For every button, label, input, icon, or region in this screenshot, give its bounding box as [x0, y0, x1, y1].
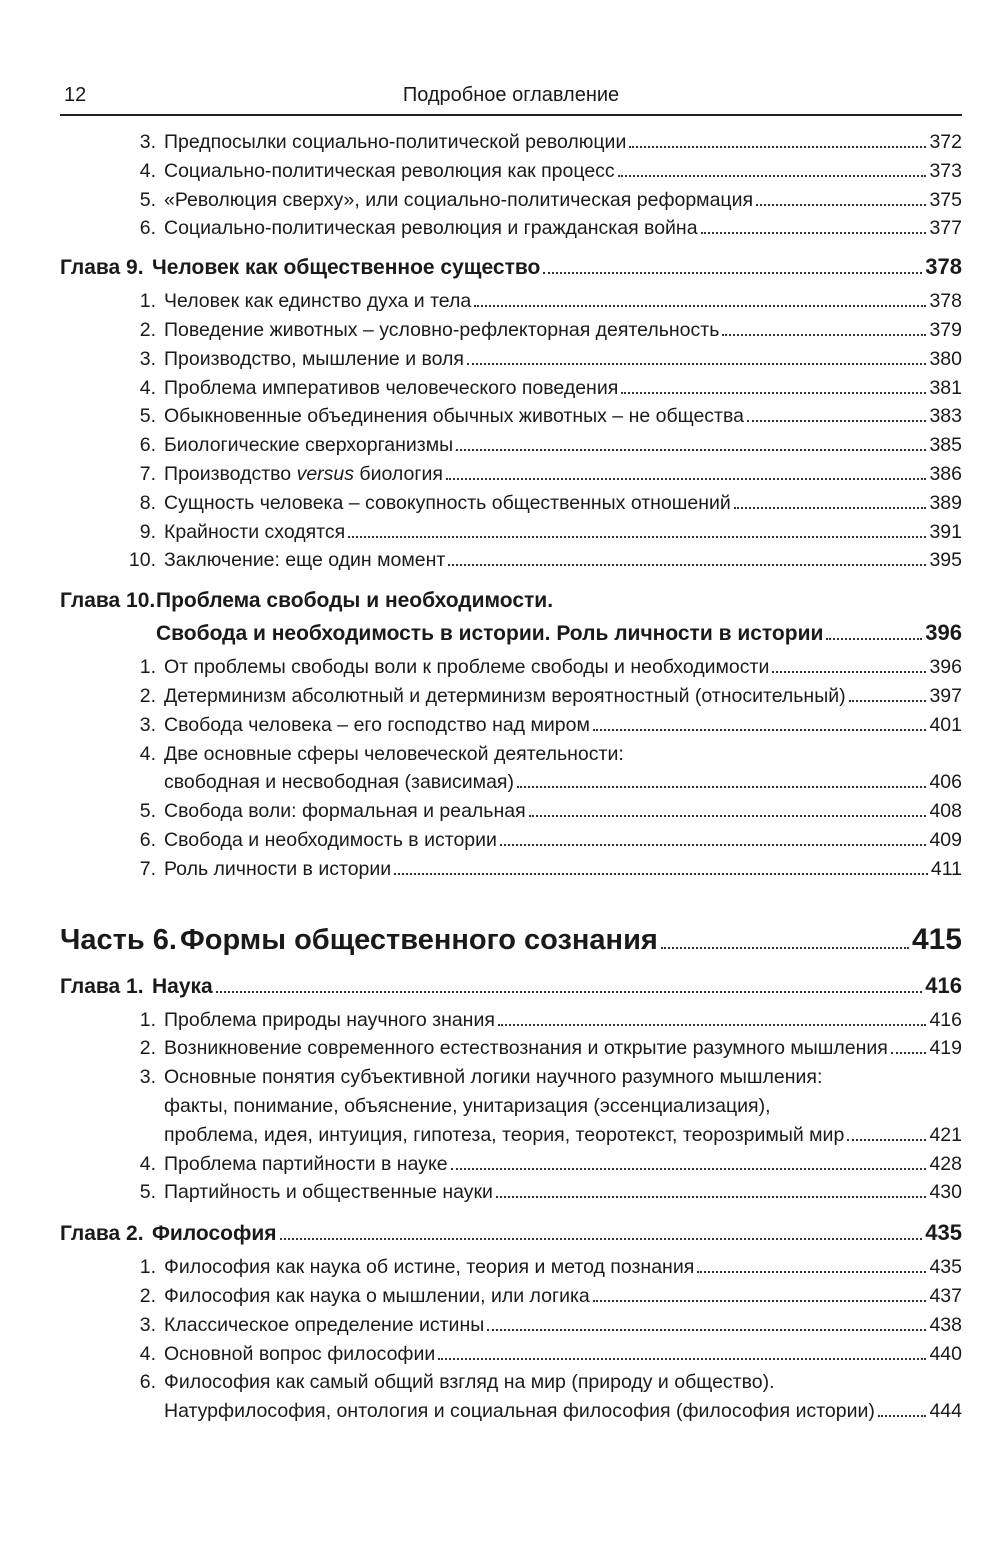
toc-item[interactable]: 10. Заключение: еще один момент 395 — [60, 546, 962, 575]
page-ref: 444 — [929, 1400, 962, 1423]
page-ref: 389 — [929, 491, 962, 514]
page-ref: 395 — [929, 549, 962, 572]
page-ref: 386 — [929, 462, 962, 485]
toc-item[interactable]: 6. Социально-политическая революция и гражданская война 377 — [60, 214, 962, 243]
toc-item[interactable]: 3. Производство, мышление и воля 380 — [60, 345, 962, 374]
toc-item-line2[interactable]: свободная и несвободная (зависимая) 406 — [60, 768, 962, 797]
page-ref: 391 — [929, 520, 962, 543]
toc-item[interactable]: 7. Роль личности в истории 411 — [60, 855, 962, 884]
toc-item[interactable]: 1. От проблемы свободы воли к проблеме свободы и необходимости 396 — [60, 653, 962, 682]
page-ref: 438 — [929, 1313, 962, 1336]
page-ref: 381 — [929, 376, 962, 399]
toc-item[interactable]: 1. Проблема природы научного знания 416 — [60, 1006, 962, 1035]
page-ref: 440 — [929, 1342, 962, 1365]
page-ref: 408 — [929, 800, 962, 823]
toc-item[interactable]: 3. Классическое определение истины 438 — [60, 1311, 962, 1340]
running-title: Подробное оглавление — [402, 84, 620, 106]
page-ref: 373 — [929, 159, 962, 182]
page-ref: 437 — [929, 1284, 962, 1307]
toc-item[interactable]: 1. Философия как наука об истине, теория и метод познания 435 — [60, 1253, 962, 1282]
page-ref: 435 — [929, 1256, 962, 1279]
page-number: 12 — [64, 84, 87, 106]
dot-leader — [772, 671, 926, 673]
page-ref: 421 — [929, 1123, 962, 1146]
page-ref: 430 — [929, 1181, 962, 1204]
running-header — [60, 78, 962, 116]
toc-item[interactable]: 1. Человек как единство духа и тела 378 — [60, 287, 962, 316]
dot-leader — [394, 873, 928, 875]
part-6-heading[interactable]: Часть 6. Формы общественного сознания 415 — [60, 918, 962, 962]
page-ref: 379 — [929, 318, 962, 341]
toc-item[interactable]: 5. Свобода воли: формальная и реальная 408 — [60, 797, 962, 826]
dot-leader — [734, 507, 927, 509]
toc-item[interactable]: 2. Поведение животных – условно-рефлекторная деятельность 379 — [60, 316, 962, 345]
page-ref: 428 — [929, 1152, 962, 1175]
page-ref: 380 — [929, 347, 962, 370]
dot-leader — [849, 700, 927, 702]
dot-leader — [517, 786, 926, 788]
dot-leader — [348, 536, 926, 538]
dot-leader — [621, 392, 926, 394]
dot-leader — [216, 991, 923, 993]
dot-leader — [629, 146, 926, 148]
toc-item-line1[interactable]: 6. Философия как самый общий взгляд на мир (природу и общество). — [139, 1371, 775, 1394]
page-ref: 372 — [929, 131, 962, 153]
toc-item[interactable]: 4. Проблема императивов человеческого поведения 381 — [60, 374, 962, 403]
toc-item-line1[interactable]: 3. Основные понятия субъективной логики научного разумного мышления: — [139, 1066, 823, 1089]
dot-leader — [697, 1271, 926, 1273]
toc-item[interactable]: 4. Проблема партийности в науке 428 — [60, 1150, 962, 1179]
toc-item[interactable]: 2. Возникновение современного естествознания и открытие разумного мышления 419 — [60, 1034, 962, 1063]
page-ref: 409 — [929, 828, 962, 851]
toc-item[interactable]: 2. Философия как наука о мышлении, или логика 437 — [60, 1282, 962, 1311]
dot-leader — [593, 1300, 927, 1302]
dot-leader — [826, 638, 922, 640]
dot-leader — [456, 449, 926, 451]
page-ref: 385 — [929, 434, 962, 457]
dot-leader — [451, 1168, 927, 1170]
table-of-contents — [60, 128, 962, 1426]
dot-leader — [756, 204, 926, 206]
dot-leader — [891, 1052, 927, 1054]
dot-leader — [500, 844, 927, 846]
dot-leader — [448, 564, 926, 566]
toc-item[interactable]: 5. «Революция сверху», или социально-политическая реформация 375 — [60, 186, 962, 215]
toc-item[interactable]: 9. Крайности сходятся 391 — [60, 518, 962, 547]
page-ref: 416 — [925, 972, 962, 998]
page-ref: 396 — [925, 620, 962, 646]
dot-leader — [747, 420, 926, 422]
page-ref: 396 — [929, 656, 962, 679]
toc-item[interactable]: 2. Детерминизм абсолютный и детерминизм вероятностный (относительный) 397 — [60, 682, 962, 711]
philosophy-chapter-heading[interactable]: Глава 2. Философия 435 — [60, 1217, 962, 1249]
dot-leader — [467, 363, 926, 365]
page-ref: 378 — [925, 254, 962, 280]
chapter-10-heading-line1[interactable]: Глава 10.Проблема свободы и необходимости. — [60, 589, 554, 613]
page-ref: 411 — [930, 857, 962, 880]
toc-item-line2[interactable]: Натурфилософия, онтология и социальная философия (философия истории) 444 — [60, 1397, 962, 1426]
dot-leader — [661, 947, 909, 949]
page-ref: 401 — [929, 713, 962, 736]
toc-item[interactable]: 5. Обыкновенные объединения обычных животных – не общества 383 — [60, 402, 962, 431]
science-chapter-heading[interactable]: Глава 1. Наука 416 — [60, 970, 962, 1002]
toc-item[interactable]: 4. Основной вопрос философии 440 — [60, 1340, 962, 1369]
page-ref: 406 — [929, 771, 962, 794]
toc-item[interactable]: 5. Партийность и общественные науки 430 — [60, 1178, 962, 1207]
toc-item[interactable]: 3. Свобода человека – его господство над миром 401 — [60, 711, 962, 740]
page-ref: 383 — [929, 405, 962, 428]
page-ref: 435 — [925, 1220, 962, 1246]
dot-leader — [701, 232, 927, 234]
page-ref: 415 — [911, 922, 962, 956]
page-ref: 419 — [929, 1037, 962, 1060]
toc-item[interactable]: 3. Предпосылки социально-политической революции 372 — [60, 128, 962, 157]
chapter-9-heading[interactable]: Глава 9. Человек как общественное существо 378 — [60, 251, 962, 283]
toc-item[interactable]: 8. Сущность человека – совокупность общественных отношений 389 — [60, 489, 962, 518]
page-ref: 375 — [929, 188, 962, 211]
dot-leader — [496, 1196, 927, 1198]
dot-leader — [498, 1024, 927, 1026]
dot-leader — [280, 1238, 923, 1240]
dot-leader — [446, 478, 927, 480]
dot-leader — [618, 175, 927, 177]
dot-leader — [878, 1415, 927, 1417]
toc-item-line1[interactable]: 4. Две основные сферы человеческой деятельности: — [139, 742, 624, 765]
dot-leader — [847, 1139, 926, 1141]
dot-leader — [593, 729, 927, 731]
page-ref: 416 — [929, 1008, 962, 1031]
toc-item[interactable]: 4. Социально-политическая революция как процесс 373 — [60, 157, 962, 186]
toc-item[interactable]: 6. Свобода и необходимость в истории 409 — [60, 826, 962, 855]
dot-leader — [438, 1358, 926, 1360]
dot-leader — [487, 1329, 926, 1331]
toc-item[interactable]: 7. Производство versus биология 386 — [60, 460, 962, 489]
toc-item[interactable]: 6. Биологические сверхорганизмы 385 — [60, 431, 962, 460]
toc-item-line2[interactable]: факты, понимание, объяснение, унитаризация (эссенциализация), — [164, 1094, 771, 1117]
toc-item-line3[interactable]: проблема, идея, интуиция, гипотеза, теория, теоротекст, теорозримый мир 421 — [60, 1121, 962, 1150]
page-ref: 378 — [929, 290, 962, 313]
chapter-10-heading-line2[interactable]: Свобода и необходимость в истории. Роль личности в истории 396 — [60, 617, 962, 649]
page-ref: 377 — [929, 217, 962, 240]
dot-leader — [529, 815, 927, 817]
page-ref: 397 — [929, 684, 962, 707]
dot-leader — [474, 305, 926, 307]
dot-leader — [543, 272, 922, 274]
dot-leader — [722, 334, 926, 336]
